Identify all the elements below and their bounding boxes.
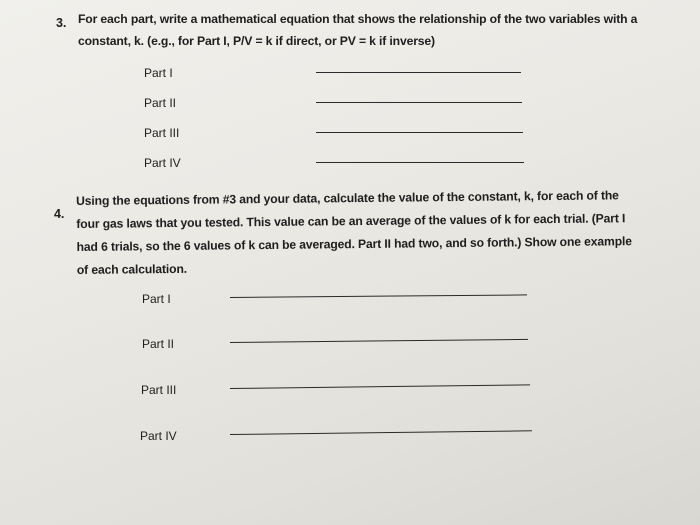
- q4-part-1-answer-line[interactable]: [230, 294, 527, 298]
- q3-part-3-answer-line[interactable]: [316, 132, 523, 133]
- q4-part-4-label: Part IV: [140, 429, 177, 443]
- q3-part-1-answer-line[interactable]: [316, 72, 521, 73]
- question-4-line: four gas laws that you tested. This value can be an average of the values of k for each trial. (Part I: [76, 211, 626, 231]
- question-4-text: [76, 184, 632, 282]
- q3-part-1-label: Part I: [144, 66, 173, 80]
- q3-part-2-answer-line[interactable]: [316, 102, 522, 103]
- question-4-line: of each calculation.: [76, 261, 188, 277]
- question-4-line: Using the equations from #3 and your data, calculate the value of the constant, k, for each of the: [76, 188, 619, 208]
- question-4-line: had 6 trials, so the 6 values of k can be averaged. Part II had two, and so forth.) Show one example: [76, 234, 632, 254]
- question-3-line: constant, k. (e.g., for Part I, P/V = k if direct, or PV = k if inverse): [78, 34, 435, 48]
- q4-part-2-label: Part II: [142, 337, 175, 351]
- q4-part-2-answer-line[interactable]: [230, 339, 528, 343]
- question-4-number: 4.: [54, 207, 65, 221]
- q3-part-4-answer-line[interactable]: [316, 162, 524, 163]
- question-3-line: For each part, write a mathematical equation that shows the relationship of the two variables with a: [78, 12, 638, 26]
- q3-part-4-label: Part IV: [144, 156, 181, 170]
- q4-part-1-label: Part I: [142, 292, 171, 306]
- q4-part-3-answer-line[interactable]: [230, 384, 530, 389]
- question-3-text: [78, 8, 637, 52]
- q4-part-3-label: Part III: [141, 383, 177, 397]
- question-3-number: 3.: [56, 16, 67, 30]
- q3-part-2-label: Part II: [144, 96, 177, 110]
- q4-part-4-answer-line[interactable]: [230, 430, 532, 435]
- q3-part-3-label: Part III: [144, 126, 180, 140]
